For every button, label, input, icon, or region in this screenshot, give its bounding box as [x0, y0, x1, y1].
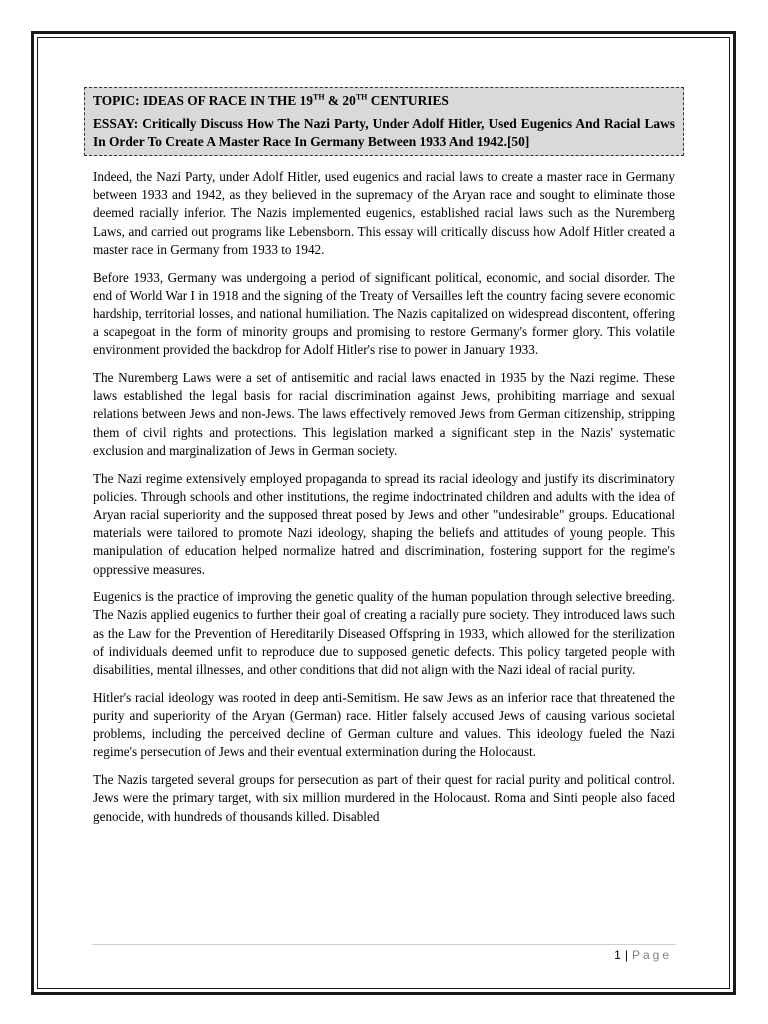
page-footer: [614, 948, 672, 962]
topic-line: [93, 91, 675, 111]
topic-suffix: CENTURIES: [367, 93, 449, 108]
paragraph-nuremberg-laws: The Nuremberg Laws were a set of antisemitic and racial laws enacted in 1935 by the Nazi regime. These laws established the legal basis for racial discrimination against Jews, prohibiting marriage and sexual relations between Jews and non-Jews. The laws effectively removed Jews from German citizenship, stripping them of civil rights and protections. This legislation marked a significant step in the Nazis' systematic exclusion and marginalization of Jews in German society.: [93, 370, 675, 458]
topic-superscript-1: TH: [313, 92, 325, 102]
essay-heading-box: [84, 87, 684, 156]
paragraph-intro: Indeed, the Nazi Party, under Adolf Hitler, used eugenics and racial laws to create a master race in Germany between 1933 and 1942, as they believed in the supremacy of the Aryan race and sought to eliminate those deemed racially inferior. The Nazis implemented eugenics, established racial laws such as the Nuremberg Laws, and carried out programs like Lebensborn. This essay will critically discuss how Adolf Hitler created a master race in Germany from 1933 to 1942.: [93, 169, 675, 257]
footer-separator: |: [624, 948, 628, 962]
topic-middle: & 20: [324, 93, 356, 108]
paragraph-background: Before 1933, Germany was undergoing a period of significant political, economic, and social disorder. The end of World War I in 1918 and the signing of the Treaty of Versailles left the country facing severe economic hardship, territorial losses, and national humiliation. The Nazis capitalized on widespread discontent, offering a scapegoat in the form of minority groups and promising to restore Germany's former glory. This volatile environment provided the backdrop for Adolf Hitler's rise to power in January 1933.: [93, 269, 675, 358]
paragraph-propaganda: The Nazi regime extensively employed propaganda to spread its racial ideology and justify its discriminatory policies. Through schools and other institutions, the regime indoctrinated children and adults with the idea of Aryan racial superiority and the supposed threat posed by Jews and other "undesirable" groups. Educational materials were tailored to promote Nazi ideology, shaping the beliefs and attitudes of young people. This manipulation of education helped normalize hatred and discrimination, fostering support for the regime's oppressive measures.: [93, 470, 675, 577]
page-label: Page: [631, 948, 672, 962]
paragraph-persecution: The Nazis targeted several groups for persecution as part of their quest for racial purity and political control. Jews were the primary target, with six million murdered in the Holocaust. Roma and Sinti people also faced genocide, with hundreds of thousands killed. Disabled: [93, 772, 675, 824]
topic-prefix: TOPIC: IDEAS OF RACE IN THE 19: [93, 93, 313, 108]
paragraph-eugenics: Eugenics is the practice of improving the genetic quality of the human population through selective breeding. The Nazis applied eugenics to further their goal of creating a racially pure society. They introduced laws such as the Law for the Prevention of Hereditarily Diseased Offspring in 1933, which allowed for the sterilization of individuals deemed unfit to reproduce due to supposed genetic defects. This policy targeted people with disabilities, mental illnesses, and other conditions that did not align with the Nazi ideal of racial purity.: [93, 589, 675, 678]
paragraph-ideology: Hitler's racial ideology was rooted in deep anti-Semitism. He saw Jews as an inferior race that threatened the purity and superiority of the Aryan (German) race. Hitler falsely accused Jews of causing various societal problems, including the perceived decline of German culture and values. This ideology fueled the Nazi regime's persecution of Jews and their eventual extermination during the Holocaust.: [93, 689, 675, 760]
essay-body: [93, 168, 675, 825]
essay-question: ESSAY: Critically Discuss How The Nazi Party, Under Adolf Hitler, Used Eugenics And Racial Laws In Order To Create A Master Race In Germany Between 1933 And 1942.[50]: [93, 116, 675, 149]
page-number: 1: [614, 948, 621, 962]
footer-divider: [92, 944, 676, 945]
topic-superscript-2: TH: [355, 92, 368, 102]
